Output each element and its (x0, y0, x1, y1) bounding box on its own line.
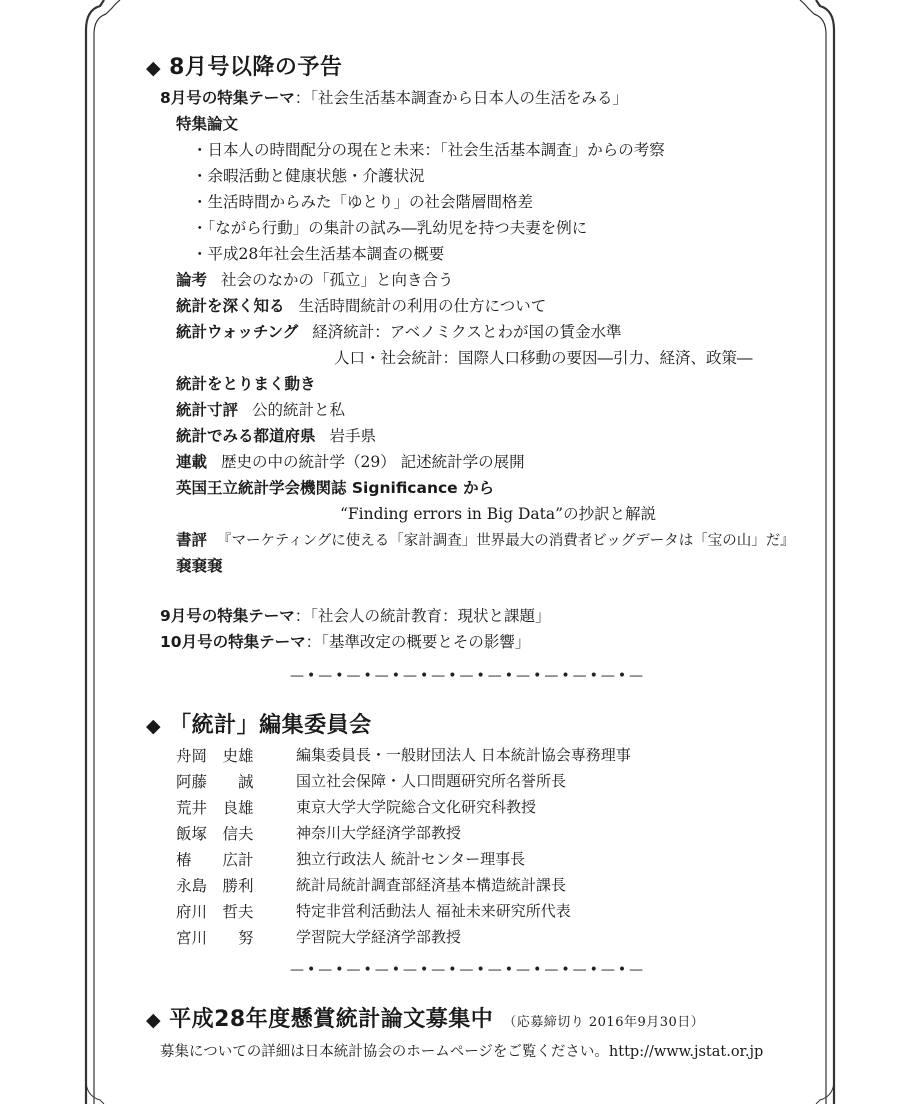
contest-detail: 募集についての詳細は日本統計協会のホームページをご覧ください。http://www.jstat.or.jp (160, 1044, 764, 1060)
section-heading-committee (146, 708, 372, 739)
member-role: 東京大学大学院総合文化研究科教授 (296, 798, 537, 816)
paper-item: ・生活時間からみた「ゆとり」の社会階層間格差 (192, 193, 534, 211)
watching-text-2: 人口・社会統計：国際人口移動の要因―引力、経済、政策― (334, 349, 753, 367)
member-name: 舟岡 史雄 (176, 747, 254, 765)
todofuken-line (176, 424, 376, 446)
member-role: 神奈川大学経済学部教授 (296, 824, 462, 842)
sunpyo-line (176, 398, 345, 420)
member-name: 府川 哲夫 (176, 903, 254, 921)
sunpyo-text: 公的統計と私 (252, 401, 346, 419)
special-papers-heading: 特集論文 (176, 115, 239, 133)
watching-text-1: 経済統計：アベノミクスとわが国の賃金水準 (312, 323, 622, 341)
divider-ornament: —•—•—•—•—•—•—•—•—•—•—•—•— (290, 668, 647, 684)
sep-theme-line (160, 604, 551, 626)
fukaku-text: 生活時間統計の利用の仕方について (298, 297, 547, 315)
rensai-line (176, 450, 525, 472)
rensai-text: 歴史の中の統計学（29） 記述統計学の展開 (221, 453, 525, 471)
aug-theme-text: ：「社会生活基本調査から日本人の生活をみる」 (294, 89, 629, 107)
member-name: 荒井 良雄 (176, 799, 254, 817)
diamond-icon: ◆ (146, 1009, 162, 1031)
watching-label: 統計ウォッチング (176, 323, 299, 341)
contest-deadline: （応募締切り 2016年9月30日） (503, 1015, 705, 1030)
shohyo-author: 㐮㐮㐮 (176, 557, 223, 575)
ronko-text: 社会のなかの「孤立」と向き合う (221, 271, 454, 289)
todofuken-text: 岩手県 (329, 427, 377, 445)
rss-label: 英国王立統計学会機関誌 Significance から (176, 479, 495, 497)
watching-line (176, 320, 622, 342)
paper-item: ・余暇活動と健康状態・介護状況 (192, 167, 425, 185)
member-name: 宮川 努 (176, 929, 254, 947)
paper-item: ・日本人の時間配分の現在と未来：「社会生活基本調査」からの考察 (192, 141, 665, 159)
member-role: 特定非営利活動法人 福祉未来研究所代表 (296, 902, 571, 920)
sunpyo-label: 統計寸評 (176, 401, 239, 419)
oct-theme-line (160, 630, 530, 652)
shohyo-line (176, 528, 795, 550)
member-name: 永島 勝利 (176, 877, 254, 895)
fukaku-label: 統計を深く知る (176, 297, 285, 315)
aug-theme-line (160, 86, 628, 108)
todofuken-label: 統計でみる都道府県 (176, 427, 316, 445)
rensai-label: 連載 (176, 453, 208, 471)
section-heading-preview (146, 50, 342, 81)
fukaku-line (176, 294, 546, 316)
divider-ornament: —•—•—•—•—•—•—•—•—•—•—•—•— (290, 962, 647, 978)
oct-theme-label: 10月号の特集テーマ (160, 633, 306, 651)
torimaku-label: 統計をとりまく動き (176, 375, 316, 393)
section-title-contest: 平成28年度懸賞統計論文募集中 (169, 1007, 494, 1032)
member-role: 学習院大学経済学部教授 (296, 928, 462, 946)
member-role: 独立行政法人 統計センター理事長 (296, 850, 526, 868)
member-role: 編集委員長・一般財団法人 日本統計協会専務理事 (296, 746, 631, 764)
sep-theme-label: 9月号の特集テーマ (160, 607, 295, 625)
rss-text: “Finding errors in Big Data”の抄訳と解説 (340, 505, 657, 523)
diamond-icon: ◆ (146, 57, 162, 79)
paper-item: ・平成28年社会生活基本調査の概要 (192, 245, 445, 263)
paper-item: ・「ながら行動」の集計の試み―乳幼児を持つ夫妻を例に (192, 219, 588, 237)
section-title-committee: 「統計」編集委員会 (169, 713, 372, 738)
aug-theme-label: 8月号の特集テーマ (160, 89, 295, 107)
ronko-line (176, 268, 454, 290)
oct-theme-text: ：「基準改定の概要とその影響」 (305, 633, 531, 651)
diamond-icon: ◆ (146, 715, 162, 737)
member-name: 阿藤 誠 (176, 773, 254, 791)
member-role: 国立社会保障・人口問題研究所名誉所長 (296, 772, 567, 790)
member-role: 統計局統計調査部経済基本構造統計課長 (296, 876, 567, 894)
section-title-preview: 8月号以降の予告 (169, 55, 343, 80)
ronko-label: 論考 (176, 271, 208, 289)
shohyo-text: 『マーケティングに使える「家計調査」世界最大の消費者ビッグデータは「宝の山」だ』 (217, 533, 795, 549)
section-heading-contest (146, 1002, 704, 1033)
sep-theme-text: ：「社会人の統計教育：現状と課題」 (294, 607, 551, 625)
shohyo-label: 書評 (176, 531, 208, 549)
member-name: 椿 広計 (176, 851, 254, 869)
member-name: 飯塚 信夫 (176, 825, 254, 843)
